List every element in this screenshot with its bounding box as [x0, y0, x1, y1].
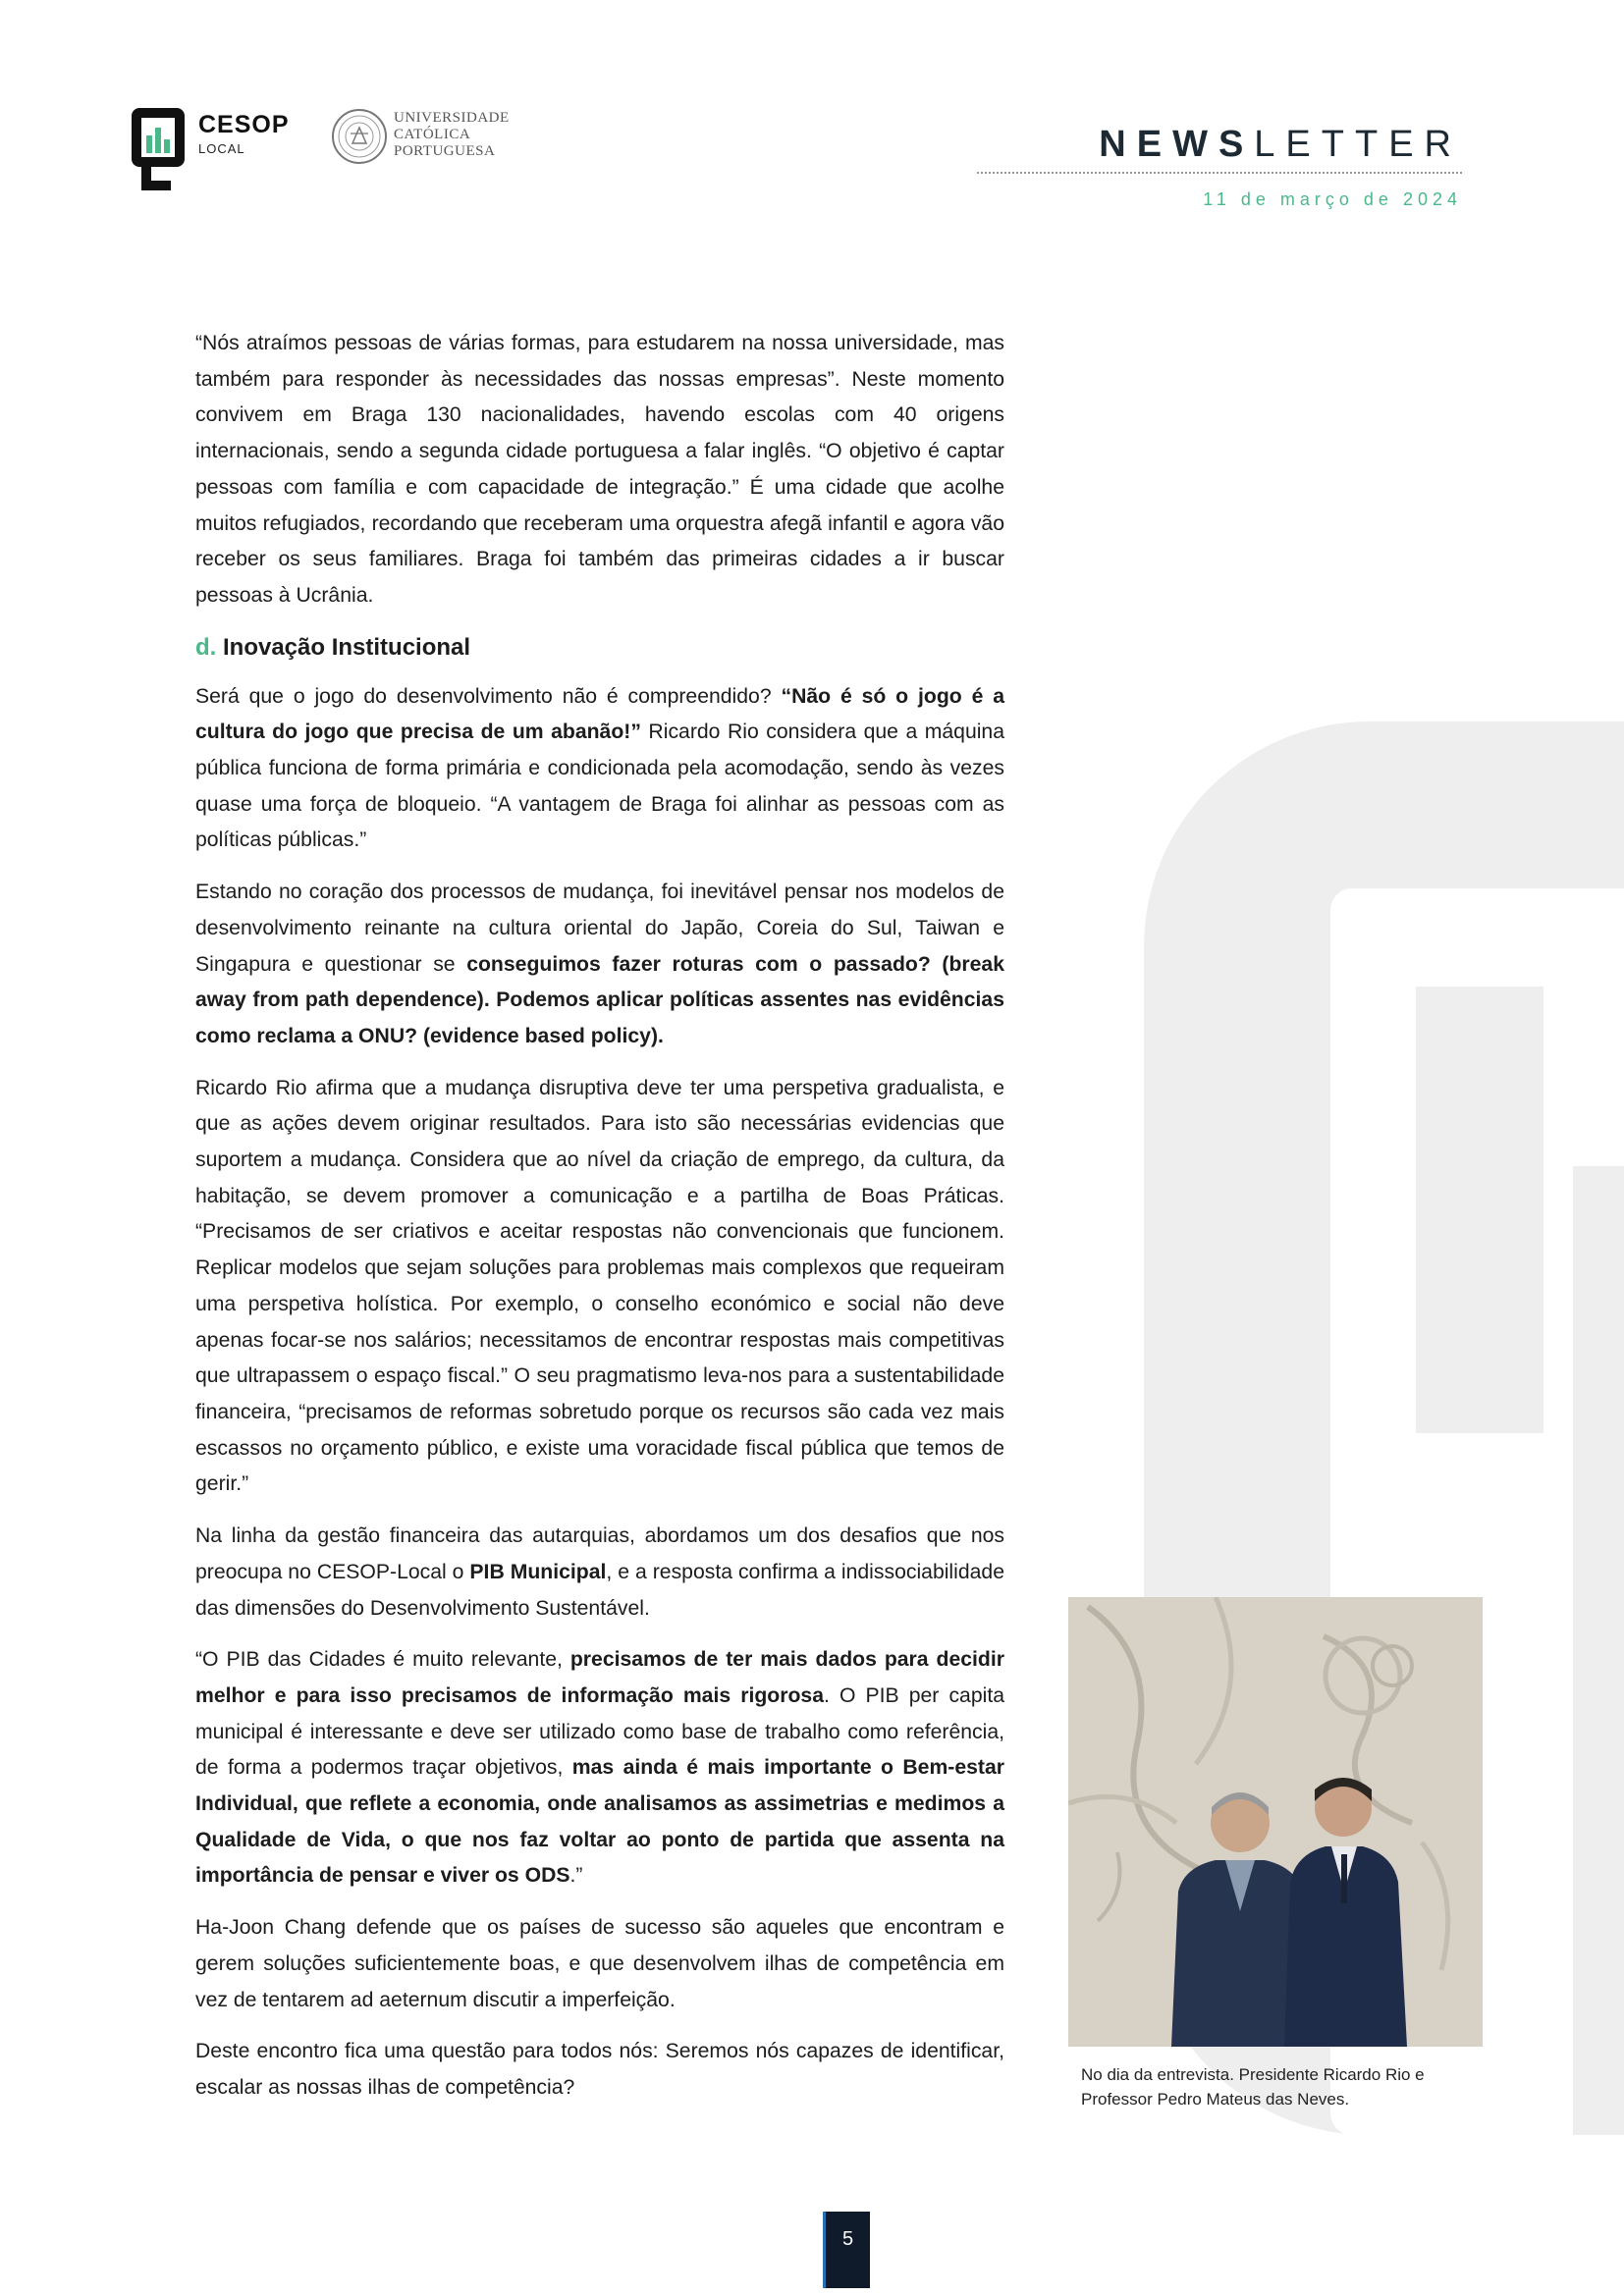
article-body [195, 326, 1004, 2122]
interview-photo [1068, 1597, 1483, 2047]
cesop-name: CESOP [198, 111, 290, 138]
paragraph: Será que o jogo do desenvolvimento não é compreendido? “Não é só o jogo é a cultura do jogo que precisa de um abanão!” Ricardo Rio considera que a máquina pública funciona de forma primária e condicionada pela acomodação, sendo às vezes quase uma força de bloqueio. “A vantagem de Braga foi alinhar as pessoas com as políticas públicas.” [195, 684, 1004, 852]
section-heading: d. Inovação Institucional [195, 633, 471, 661]
paragraph: Ha-Joon Chang defende que os países de sucesso são aqueles que encontram e gerem soluções suficientemente boas, e que desenvolvem ilhas de competência em vez de tentarem ad aeternum discutir a imperfeição. [195, 1916, 1004, 2011]
university-name: UNIVERSIDADE CATÓLICA PORTUGUESA [394, 110, 510, 159]
newsletter-title: NEWSLETTER [1099, 124, 1462, 165]
paragraph: “Nós atraímos pessoas de várias formas, para estudarem na nossa universidade, mas também para responder às necessidades das nossas empresas”. Neste momento convivem em Braga 130 nacionalidades, havendo escolas com 40 origens internacionais, sendo a segunda cidade portuguesa a falar inglês. “O objetivo é captar pessoas com família e com capacidade de integração.” É uma cidade que acolhe muitos refugiados, recordando que receberam uma orquestra afegã infantil e agora vão receber os seus familiares. Braga foi também das primeiras cidades a ir buscar pessoas à Ucrânia. [195, 332, 1004, 607]
paragraph: Estando no coração dos processos de mudança, foi inevitável pensar nos modelos de desenvolvimento reinante na cultura oriental do Japão, Coreia do Sul, Taiwan e Singapura e questionar se conseguimos fazer roturas com o passado? (break away from path dependence). Podemos aplicar políticas assentes nas evidências como reclama a ONU? (evidence based policy). [195, 881, 1004, 1047]
newsletter-date: 11 de março de 2024 [1203, 189, 1462, 209]
photo-caption: No dia da entrevista. Presidente Ricardo Rio e Professor Pedro Mateus das Neves. [1081, 2065, 1425, 2109]
page-header [0, 0, 1624, 209]
header-divider [977, 172, 1462, 174]
cesop-logo [130, 106, 189, 197]
cesop-subtitle: LOCAL [198, 141, 245, 156]
paragraph: Ricardo Rio afirma que a mudança disruptiva deve ter uma perspetiva gradualista, e que as ações devem originar resultados. Para isto são necessárias evidencias que suportem a mudança. Considera que ao nível da criação de emprego, da cultura, da habitação, se devem promover a comunicação e a partilha de Boas Práticas. “Precisamos de ser criativos e aceitar respostas não convencionais que funcionem. Replicar modelos que sejam soluções para problemas mais complexos que requeiram uma perspetiva holística. Por exemplo, o conselho económico e social não deve apenas focar-se nos salários; necessitamos de encontrar respostas mais competitivas que ultrapassem o espaço fiscal.” O seu pragmatismo leva-nos para a sustentabilidade financeira, “precisamos de reformas sobretudo porque os recursos são cada vez mais escassos no orçamento público, e existe uma voracidade fiscal pública que temos de gerir.” [195, 1076, 1004, 1496]
paragraph: Na linha da gestão financeira das autarquias, abordamos um dos desafios que nos preocupa no CESOP-Local o PIB Municipal, e a resposta confirma a indissociabilidade das dimensões do Desenvolvimento Sustentável. [195, 1524, 1004, 1620]
page-number: 5 [823, 2212, 870, 2288]
university-seal-icon [331, 108, 388, 170]
paragraph: Deste encontro fica uma questão para todos nós: Seremos nós capazes de identificar, escalar as nossas ilhas de competência? [195, 2040, 1004, 2099]
paragraph: “O PIB das Cidades é muito relevante, precisamos de ter mais dados para decidir melhor e para isso precisamos de informação mais rigorosa. O PIB per capita municipal é interessante e deve ser utilizado como base de trabalho como referência, de forma a podermos traçar objetivos, mas ainda é mais importante o Bem-estar Individual, que reflete a economia, onde analisamos as assimetrias e medimos a Qualidade de Vida, o que nos faz voltar ao ponto de partida que assenta na importância de pensar e viver os ODS.” [195, 1648, 1005, 1888]
